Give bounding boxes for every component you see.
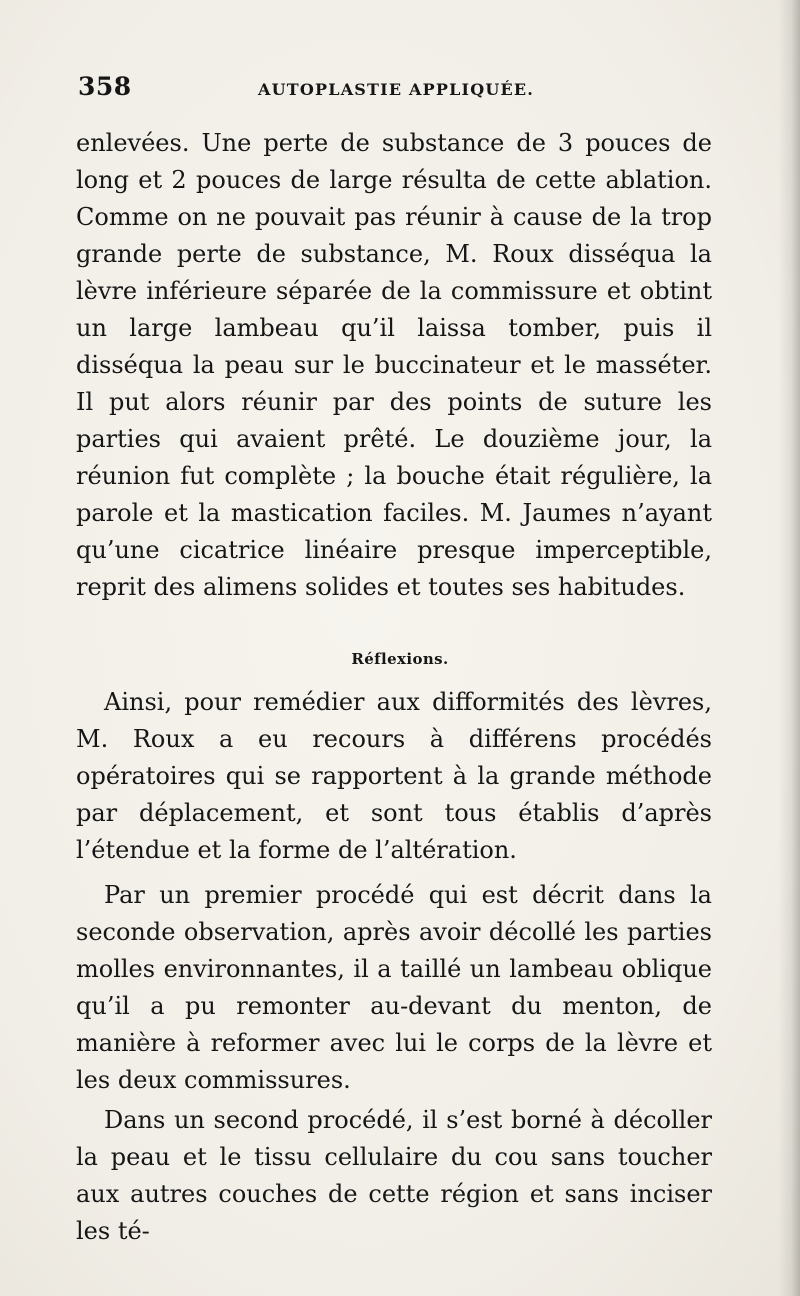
paragraph-first-procedure: Par un premier procédé qui est décrit dans la seconde observation, après avoir décollé les parties molles environnantes, il a taillé un lambeau oblique qu’il a pu remonter au-devant du menton, de manière à reformer avec lui le corps de la lèvre et les deux commissures. xyxy=(76,881,712,1094)
running-title: AUTOPLASTIE APPLIQUÉE. xyxy=(258,80,535,99)
paragraph-reflexions-intro: Ainsi, pour remédier aux difformités des lèvres, M. Roux a eu recours à différens procédés opératoires qui se rapportent à la grande méthode par déplacement, et sont tous établis d’après l’étendue et la forme de l’altération. xyxy=(76,688,712,864)
paragraph-second-procedure: Dans un second procédé, il s’est borné à décoller la peau et le tissu cellulaire du cou sans toucher aux autres couches de cette région et sans inciser les té- xyxy=(76,1106,712,1245)
page-number: 358 xyxy=(78,72,132,101)
section-heading: Réflexions. xyxy=(351,650,449,668)
paragraph-continuation: enlevées. Une perte de substance de 3 pouces de long et 2 pouces de large résulta de cette ablation. Comme on ne pouvait pas réunir à cause de la trop grande perte de substance, M. Roux disséqua la lèvre inférieure séparée de la commissure et obtint un large lambeau qu’il laissa tomber, puis il disséqua la peau sur le buccinateur et le masséter. Il put alors réunir par des points de suture les parties qui avaient prêté. Le douzième jour, la réunion fut complète ; la bouche était régulière, la parole et la mastication faciles. M. Jaumes n’ayant qu’une cicatrice linéaire presque imperceptible, reprit des alimens solides et toutes ses habitudes. xyxy=(76,129,712,601)
page-edge-shadow xyxy=(778,0,800,1296)
page-header xyxy=(78,72,708,106)
